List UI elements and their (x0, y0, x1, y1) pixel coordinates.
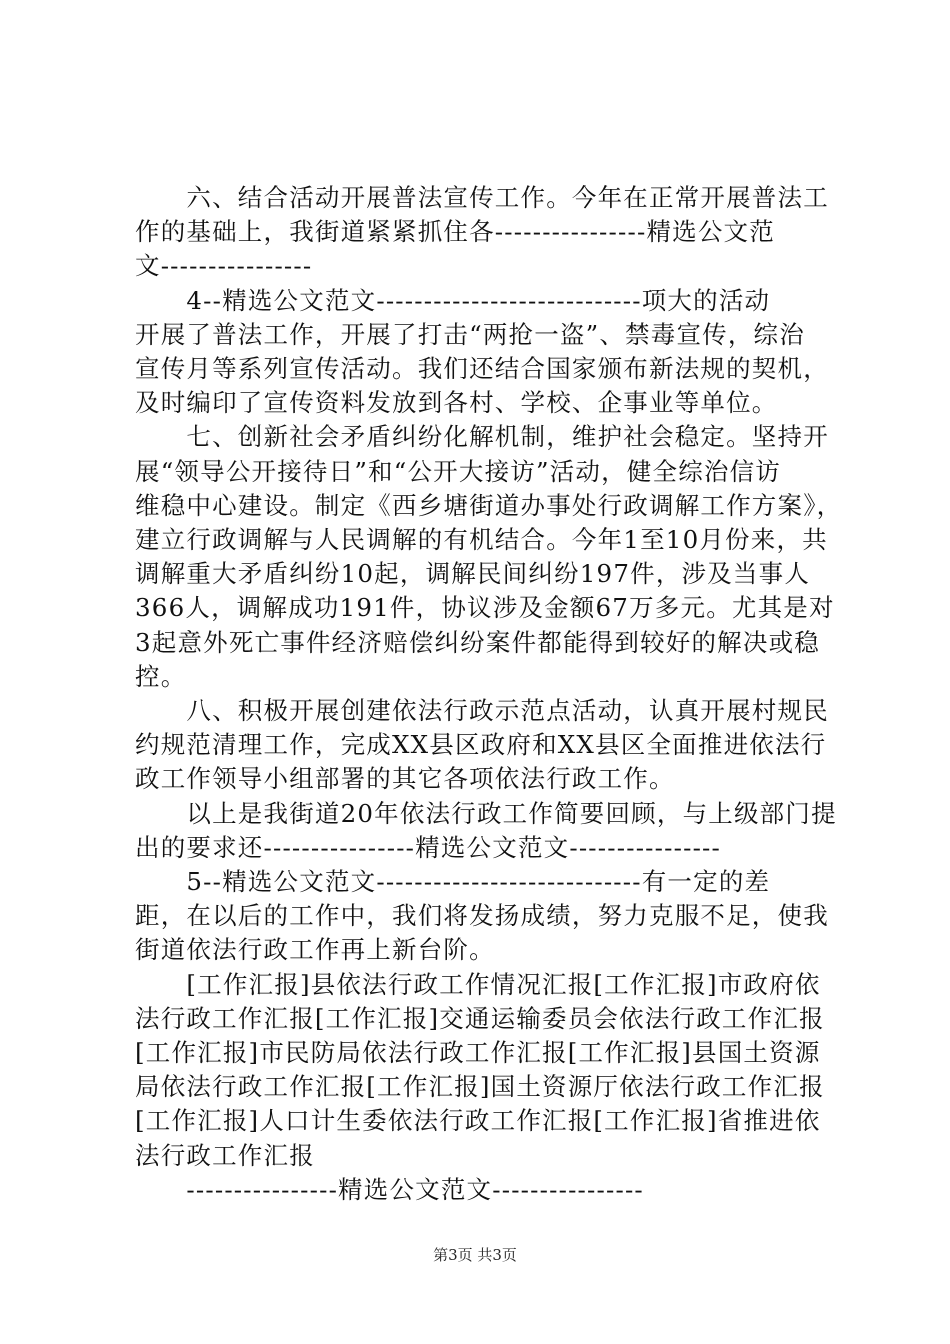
text-line: 及时编印了宣传资料发放到各村、学校、企事业等单位。 (135, 388, 778, 418)
text-line: [工作汇报]县依法行政工作情况汇报[工作汇报]市政府依 (135, 969, 821, 999)
text-line: 控。 (135, 661, 187, 691)
text-line: 建立行政调解与人民调解的有机结合。今年1至10月份来，共 (135, 525, 828, 554)
text-line: 作的基础上，我街道紧紧抓住各----------------精选公文范 (135, 217, 775, 247)
text-line: 开展了普法工作，开展了打击“两抢一盗”、禁毒宣传，综治 (135, 319, 805, 349)
page-footer: 第3页 共3页 (433, 1246, 517, 1264)
text-line: [工作汇报]市民防局依法行政工作汇报[工作汇报]县国土资源 (135, 1038, 821, 1067)
text-line: 距，在以后的工作中，我们将发扬成绩，努力克服不足，使我 (135, 901, 829, 931)
text-line: 366人，调解成功191件，协议涉及金额67万多元。尤其是对 (135, 593, 835, 623)
text-line: 维稳中心建设。制定《西乡塘街道办事处行政调解工作方案》， (135, 490, 843, 520)
text-line: 法行政工作汇报 (135, 1140, 315, 1170)
text-line: 七、创新社会矛盾纠纷化解机制，维护社会稳定。坚持开 (135, 422, 829, 452)
text-line: ----------------精选公文范文---------------- (135, 1174, 644, 1204)
text-line: 4--精选公文范文----------------------------项大的活动 (135, 285, 771, 315)
text-line: 5--精选公文范文----------------------------有一定的差 (135, 867, 771, 896)
text-line: 文---------------- (135, 251, 313, 281)
text-line: 八、积极开展创建依法行政示范点活动，认真开展村规民 (135, 696, 829, 725)
text-line: 六、结合活动开展普法宣传工作。今年在正常开展普法工 (135, 183, 829, 212)
text-line: 调解重大矛盾纠纷10起，调解民间纠纷197件，涉及当事人 (135, 559, 811, 589)
text-line: 约规范清理工作，完成XX县区政府和XX县区全面推进依法行 (135, 730, 827, 760)
text-line: 局依法行政工作汇报[工作汇报]国土资源厅依法行政工作汇报 (135, 1072, 825, 1102)
text-line: 展“领导公开接待日”和“公开大接访”活动，健全综治信访 (135, 456, 781, 486)
text-line: 法行政工作汇报[工作汇报]交通运输委员会依法行政工作汇报 (135, 1003, 825, 1033)
text-line: 宣传月等系列宣传活动。我们还结合国家颁布新法规的契机， (135, 354, 829, 383)
text-line: 以上是我街道20年依法行政工作简要回顾，与上级部门提 (135, 798, 837, 828)
text-line: 出的要求还----------------精选公文范文---------------- (135, 832, 722, 862)
text-line: 3起意外死亡事件经济赔偿纠纷案件都能得到较好的解决或稳 (135, 627, 820, 657)
text-line: [工作汇报]人口计生委依法行政工作汇报[工作汇报]省推进依 (135, 1106, 821, 1136)
text-line: 街道依法行政工作再上新台阶。 (135, 935, 495, 965)
text-line: 政工作领导小组部署的其它各项依法行政工作。 (135, 764, 675, 794)
